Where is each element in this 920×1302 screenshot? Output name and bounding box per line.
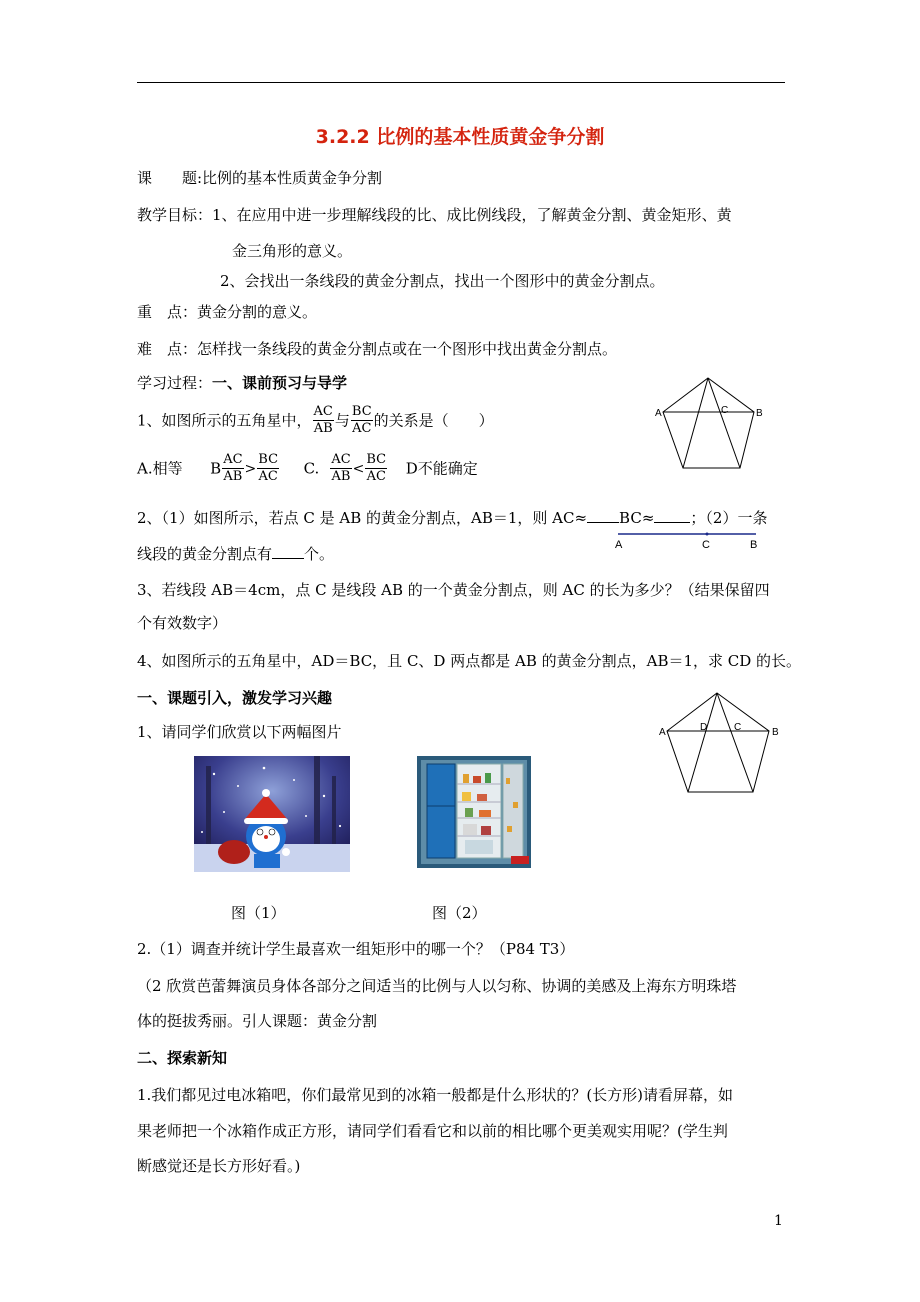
q1-optc-frac1: $\frac{AC}{AB}$ bbox=[331, 452, 351, 484]
star-line-1 bbox=[683, 378, 708, 468]
q1-optb-frac1: $\frac{AC}{AB}$ bbox=[223, 452, 243, 484]
mubiao-line1 bbox=[137, 205, 732, 225]
pentagon-outline bbox=[663, 378, 754, 468]
q2-line2 bbox=[137, 544, 334, 564]
zhongdian-line: 重 点：黄金分割的意义。 bbox=[137, 303, 318, 321]
segment-figure bbox=[610, 526, 770, 554]
q2-text-e: 个。 bbox=[304, 545, 335, 563]
mubiao-text1: 1、在应用中进一步理解线段的比、成比例线段，了解黄金分割、黄金矩形、黄 bbox=[212, 206, 732, 224]
mubiao-line2: 2、会找出一条线段的黄金分割点，找出一个图形中的黄金分割点。 bbox=[220, 272, 665, 290]
q1-opt-a: A.相等 bbox=[137, 459, 183, 478]
xuexi-label: 学习过程： bbox=[137, 374, 213, 392]
q1-optb-frac2: $\frac{BC}{AC}$ bbox=[258, 452, 279, 484]
star2-line-1 bbox=[688, 693, 717, 792]
q1-frac1: $\frac{AC}{AB}$ bbox=[313, 404, 333, 436]
segment-point-c bbox=[706, 533, 709, 536]
sec2-p3: 断感觉还是长方形好看。) bbox=[137, 1157, 301, 1175]
star-figure-1 bbox=[650, 372, 770, 472]
q2-line1 bbox=[137, 508, 767, 528]
q1-optc-frac2: $\frac{BC}{AC}$ bbox=[366, 452, 387, 484]
q2-blank-count[interactable] bbox=[272, 558, 304, 559]
q1-opt-c: C. bbox=[303, 459, 320, 478]
q1-line bbox=[137, 404, 494, 437]
page-number: 1 bbox=[774, 1213, 783, 1229]
star2-label-c: C bbox=[734, 722, 742, 733]
sec1-item2: 2.（1）调查并统计学生最喜欢一组矩形中的哪一个？（P84 T3） bbox=[137, 940, 575, 958]
segment-label-b: B bbox=[750, 539, 758, 551]
star2-line-2 bbox=[717, 693, 753, 792]
q3-line1: 3、若线段 AB＝4cm，点 C 是线段 AB 的一个黄金分割点，则 AC 的长为多少？（结果保留四 bbox=[137, 581, 770, 599]
star2-label-b: B bbox=[772, 727, 779, 738]
xuexi-section: 一、课前预习与导学 bbox=[212, 374, 348, 392]
q2-text-d: 线段的黄金分割点有 bbox=[137, 545, 273, 563]
q2-blank-ac[interactable] bbox=[587, 522, 619, 523]
sec1-heading: 一、课题引入，激发学习兴趣 bbox=[137, 689, 333, 707]
q2-blank-bc[interactable] bbox=[654, 522, 690, 523]
star1-label-c: C bbox=[721, 405, 729, 416]
doraemon-picture bbox=[194, 756, 350, 872]
q1-mid: 与 bbox=[334, 411, 350, 430]
star1-label-a: A bbox=[655, 408, 662, 419]
q1-options bbox=[137, 452, 478, 485]
q1-suffix: 的关系是（ ） bbox=[373, 411, 494, 430]
q2-text-a: 2、（1）如图所示，若点 C 是 AB 的黄金分割点，AB＝1，则 AC≈ bbox=[137, 509, 588, 527]
sec1-item3a: （2 欣赏芭蕾舞演员身体各部分之间适当的比例与人以匀称、协调的美感及上海东方明珠塔 bbox=[137, 977, 737, 995]
q3-line2: 个有效数字） bbox=[137, 614, 228, 632]
sec2-heading: 二、探索新知 bbox=[137, 1049, 228, 1067]
ke-ti-line: 课 题:比例的基本性质黄金争分割 bbox=[137, 169, 383, 187]
q1-frac2: $\frac{BC}{AC}$ bbox=[351, 404, 372, 436]
sec2-p1: 1.我们都见过电冰箱吧，你们最常见到的冰箱一般都是什么形状的？(长方形)请看屏幕，如 bbox=[137, 1086, 734, 1104]
mubiao-line1b: 金三角形的意义。 bbox=[232, 242, 353, 260]
caption-fig1: 图（1） bbox=[231, 904, 286, 922]
pentagon-outline-2 bbox=[667, 693, 769, 792]
q2-text-c: ；（2）一条 bbox=[690, 509, 768, 527]
q2-text-b: BC≈ bbox=[619, 509, 655, 527]
caption-fig2: 图（2） bbox=[432, 904, 487, 922]
nandian-line: 难 点：怎样找一条线段的黄金分割点或在一个图形中找出黄金分割点。 bbox=[137, 340, 618, 358]
segment-label-c: C bbox=[702, 539, 710, 551]
star2-label-a: A bbox=[659, 727, 666, 738]
q1-opt-b: B bbox=[210, 459, 222, 478]
segment-label-a: A bbox=[615, 539, 623, 551]
q4-line: 4、如图所示的五角星中，AD＝BC，且 C、D 两点都是 AB 的黄金分割点，AB＝1，求 CD 的长。 bbox=[137, 652, 802, 670]
sec2-p2: 果老师把一个冰箱作成正方形，请同学们看看它和以前的相比哪个更美观实用呢？(学生判 bbox=[137, 1122, 728, 1140]
q1-prefix: 1、如图所示的五角星中， bbox=[137, 411, 312, 430]
star1-label-b: B bbox=[756, 408, 763, 419]
star-line-2 bbox=[708, 378, 740, 468]
sec1-item3b: 体的挺拔秀丽。引人课题：黄金分割 bbox=[137, 1012, 378, 1030]
q1-opt-d: D不能确定 bbox=[405, 459, 478, 478]
xuexi-line bbox=[137, 373, 347, 393]
sec1-item1: 1、请同学们欣赏以下两幅图片 bbox=[137, 723, 342, 741]
refrigerator-picture bbox=[417, 756, 531, 868]
star-figure-2 bbox=[653, 688, 785, 796]
q1-lt: < bbox=[352, 460, 365, 477]
star2-label-d: D bbox=[700, 722, 708, 733]
mubiao-label: 教学目标： bbox=[137, 206, 213, 224]
header-rule bbox=[137, 82, 785, 83]
q1-gt: > bbox=[244, 460, 257, 477]
page-title: 3.2.2 比例的基本性质黄金争分割 bbox=[315, 126, 605, 148]
